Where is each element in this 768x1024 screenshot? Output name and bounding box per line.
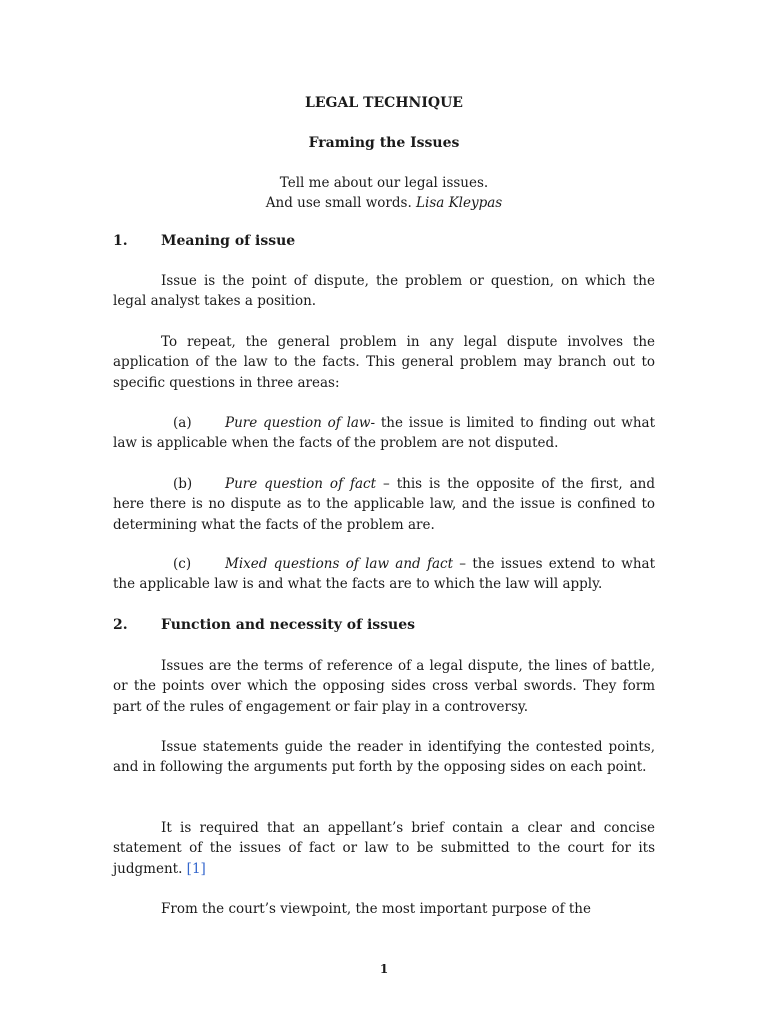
section-2-title: Function and necessity of issues [161,617,416,633]
section-2-paragraph-4: From the court’s viewpoint, the most important purpose of the [161,901,591,917]
issue-type-label: (b) [173,476,193,492]
issue-type-separator: – [376,476,390,492]
document-page [113,0,655,1024]
epigraph-author: Lisa Kleypas [416,195,503,211]
document-subtitle: Framing the Issues [308,135,460,151]
issue-type-term: Mixed questions of law and fact [225,556,454,572]
issue-type-label: (c) [173,556,192,572]
epigraph [113,173,655,213]
issue-type-term: Pure question of fact [225,476,377,492]
issue-type-item [113,413,655,454]
epigraph-line-2-text: And use small words. [265,195,412,211]
section-2-paragraph-1: Issues are the terms of reference of a legal dispute, the lines of battle, or the points over which the opposing sides cross verbal swords. They form part of the rules of engagement or fair play in a controversy. [113,658,655,715]
issue-type-text: the issues extend to what the applicable law is and what the facts are to which the law will apply. [113,556,656,593]
section-1-paragraph-2: To repeat, the general problem in any legal dispute involves the application of the law to the facts. This general problem may branch out to specific questions in three areas: [113,334,655,391]
page-number: 1 [379,962,389,976]
issue-type-term: Pure question of law [225,415,371,431]
section-1-number: 1. [113,233,128,249]
issue-type-text: the issue is limited to finding out what law is applicable when the facts of the problem are not disputed. [113,415,656,452]
issue-type-text: this is the opposite of the first, and here there is no dispute as to the applicable law, and the issue is confined to determining what the facts of the problem are. [113,476,655,533]
section-1-paragraph-1: Issue is the point of dispute, the problem or question, on which the legal analyst takes a position. [113,273,655,310]
issue-type-item [113,474,655,535]
issue-type-label: (a) [173,415,192,431]
section-1-title: Meaning of issue [161,233,296,249]
issue-type-item [113,554,655,595]
section-2-number: 2. [113,617,128,633]
issue-type-separator: – [453,556,467,572]
section-1-heading [113,231,655,251]
document-title: LEGAL TECHNIQUE [305,95,463,111]
section-2-paragraph-2: Issue statements guide the reader in identifying the contested points, and in following the arguments put forth by the opposing sides on each point. [113,739,655,776]
section-2-paragraph-3 [113,818,655,879]
issue-type-separator: - [370,415,376,431]
section-2-heading [113,615,655,635]
epigraph-line-1: Tell me about our legal issues. [279,175,489,191]
footnote-reference-link[interactable]: [1] [186,860,206,877]
section-2-paragraph-3-text: It is required that an appellant’s brief contain a clear and concise statement of the issues of fact or law to be submitted to the court for its judgment. [113,820,655,877]
epigraph-line-2 [113,193,655,213]
